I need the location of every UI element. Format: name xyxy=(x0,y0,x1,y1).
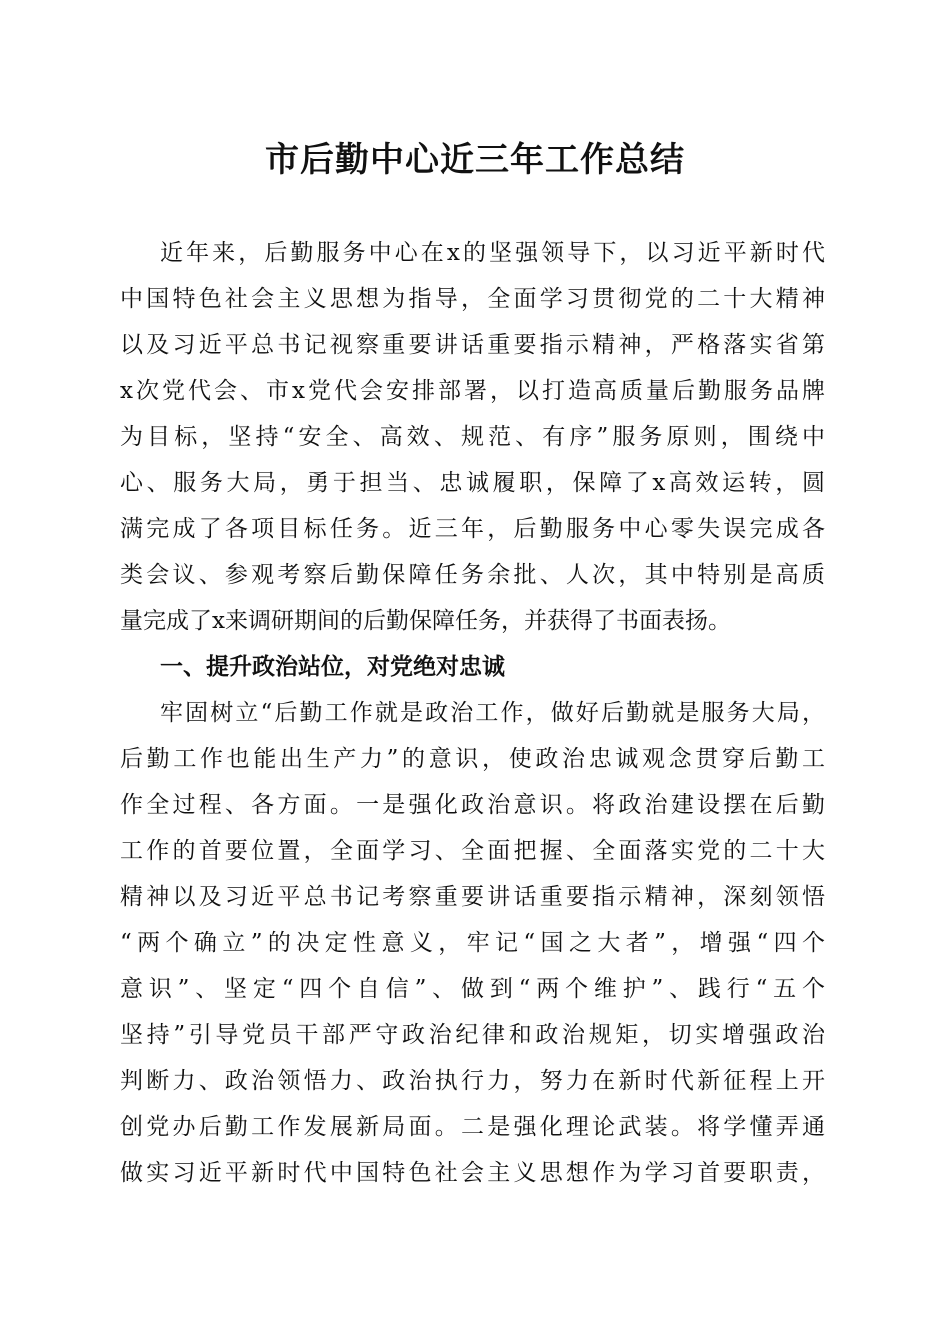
text-line: 心、服务大局，勇于担当、忠诚履职，保障了x高效运转，圆 xyxy=(120,470,825,496)
paragraph-intro xyxy=(120,230,825,644)
text-line: 牢固树立“后勤工作就是政治工作，做好后勤就是服务大局， xyxy=(160,700,825,726)
text-line: 为目标，坚持“安全、高效、规范、有序”服务原则，围绕中 xyxy=(120,424,825,450)
text-line: 坚持”引导党员干部严守政治纪律和政治规矩，切实增强政治 xyxy=(120,1022,825,1048)
text-line: 意识”、坚定“四个自信”、做到“两个维护”、践行“五个 xyxy=(120,976,825,1002)
text-line: 判断力、政治领悟力、政治执行力，努力在新时代新征程上开 xyxy=(120,1068,825,1094)
document-body xyxy=(120,230,825,1196)
text-line: 精神以及习近平总书记考察重要讲话重要指示精神，深刻领悟 xyxy=(120,884,825,910)
text-line: 创党办后勤工作发展新局面。二是强化理论武装。将学懂弄通 xyxy=(120,1114,825,1140)
text-line: 中国特色社会主义思想为指导，全面学习贯彻党的二十大精神 xyxy=(120,286,825,312)
text-line: 类会议、参观考察后勤保障任务余批、人次，其中特别是高质 xyxy=(120,562,825,588)
text-line: x次党代会、市x党代会安排部署，以打造高质量后勤服务品牌 xyxy=(120,378,825,404)
document-title: 市后勤中心近三年工作总结 xyxy=(265,140,685,180)
section-heading: 一、提升政治站位，对党绝对忠诚 xyxy=(160,654,505,680)
text-line: 后勤工作也能出生产力”的意识，使政治忠诚观念贯穿后勤工 xyxy=(120,746,825,772)
text-line: “两个确立”的决定性意义，牢记“国之大者”，增强“四个 xyxy=(120,930,825,956)
text-line: 近年来，后勤服务中心在x的坚强领导下，以习近平新时代 xyxy=(160,240,825,266)
paragraph-section1 xyxy=(120,690,825,1196)
text-line: 作全过程、各方面。一是强化政治意识。将政治建设摆在后勤 xyxy=(120,792,825,818)
text-line: 工作的首要位置，全面学习、全面把握、全面落实党的二十大 xyxy=(120,838,825,864)
text-line: 量完成了x来调研期间的后勤保障任务，并获得了书面表扬。 xyxy=(120,608,731,634)
text-line: 以及习近平总书记视察重要讲话重要指示精神，严格落实省第 xyxy=(120,332,825,358)
text-line: 满完成了各项目标任务。近三年，后勤服务中心零失误完成各 xyxy=(120,516,825,542)
text-line: 做实习近平新时代中国特色社会主义思想作为学习首要职责， xyxy=(120,1160,825,1186)
